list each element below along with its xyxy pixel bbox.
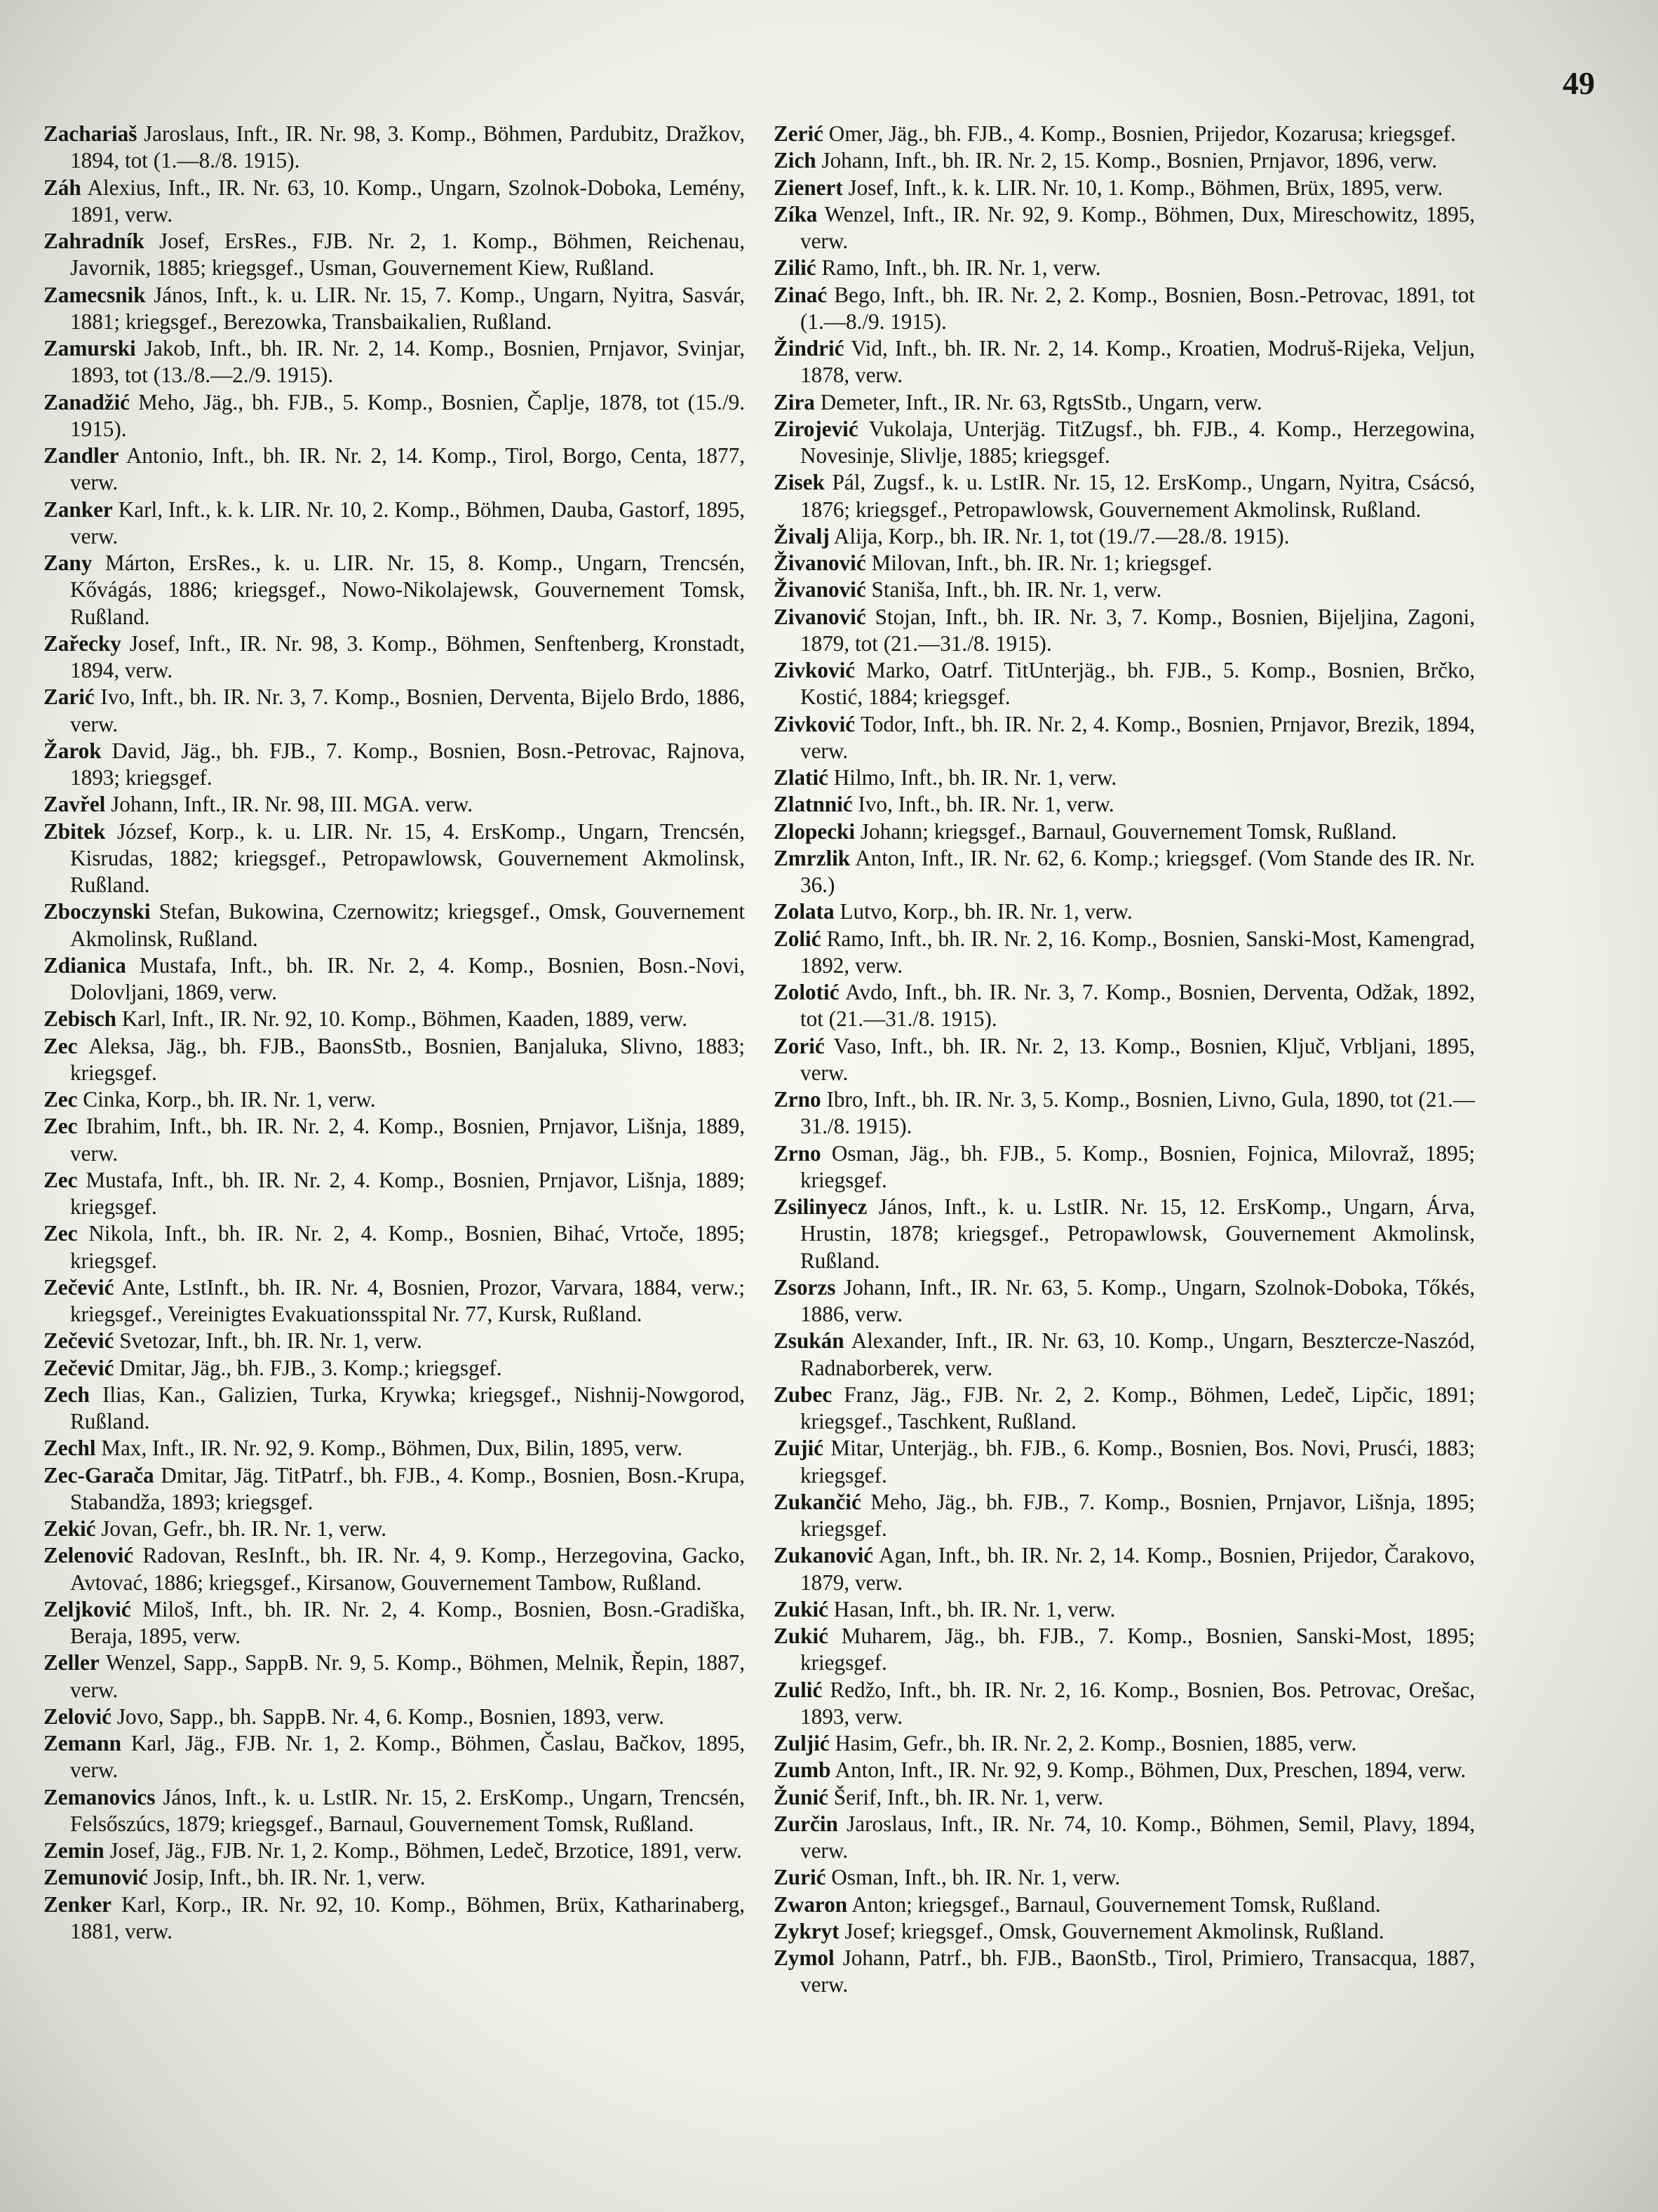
right-entry [774, 1274, 1475, 1328]
entry-details: Johann, Inft., IR. Nr. 63, 5. Komp., Ungarn, Szolnok-Doboka, Tőkés, 1886, verw. [800, 1274, 1475, 1326]
right-entry [774, 1140, 1475, 1194]
entry-surname: Zebisch [43, 1006, 116, 1032]
entry-surname: Zujić [774, 1436, 824, 1461]
entry-details: Mustafa, Inft., bh. IR. Nr. 2, 4. Komp., Bosnien, Bosn.-Novi, Dolovljani, 1869, verw. [70, 952, 745, 1004]
entry-details: Johann, Inft., bh. IR. Nr. 2, 15. Komp., Bosnien, Prnjavor, 1896, verw. [816, 148, 1438, 173]
entry-surname: Zurčin [774, 1811, 838, 1836]
right-entry [774, 389, 1475, 416]
entry-surname: Zukić [774, 1596, 828, 1621]
left-entry [43, 898, 745, 952]
entry-surname: Zekić [43, 1516, 96, 1541]
entry-details: Alexius, Inft., IR. Nr. 63, 10. Komp., Ungarn, Szolnok-Doboka, Lemény, 1891, verw. [70, 175, 745, 227]
entry-surname: Zeller [43, 1650, 100, 1675]
entry-surname: Zboczynski [43, 899, 151, 924]
entry-surname: Zykryt [774, 1918, 840, 1943]
entry-details: Karl, Inft., k. k. LIR. Nr. 10, 2. Komp., Böhmen, Dauba, Gastorf, 1895, verw. [70, 497, 745, 548]
entry-surname: Zemunović [43, 1865, 149, 1890]
entry-details: Avdo, Inft., bh. IR. Nr. 3, 7. Komp., Bosnien, Derventa, Odžak, 1892, tot (21.—31./8. 1915). [800, 980, 1475, 1032]
left-entry [43, 1220, 745, 1274]
entry-details: Anton, Inft., IR. Nr. 62, 6. Komp.; kriegsgef. (Vom Stande des IR. Nr. 36.) [800, 845, 1475, 897]
entry-surname: Zečević [43, 1355, 114, 1380]
right-entry [774, 1811, 1475, 1865]
entry-details: Josef; kriegsgef., Omsk, Gouvernement Akmolinsk, Rußland. [839, 1918, 1384, 1943]
entry-details: Alija, Korp., bh. IR. Nr. 1, tot (19./7.—28./8. 1915). [829, 523, 1290, 548]
left-entry [43, 1435, 745, 1462]
left-entry [43, 1516, 745, 1542]
entry-details: Johann, Patrf., bh. FJB., BaonStb., Tirol, Primiero, Transacqua, 1887, verw. [800, 1945, 1475, 1997]
right-entry [774, 1918, 1475, 1945]
entry-details: Dmitar, Jäg. TitPatrf., bh. FJB., 4. Komp., Bosnien, Bosn.-Krupa, Stabandža, 1893; kriegsgef. [70, 1462, 745, 1514]
entry-surname: Zemann [43, 1731, 121, 1755]
right-entry [774, 1086, 1475, 1140]
entry-surname: Zorić [774, 1033, 825, 1058]
entry-details: Alexander, Inft., IR. Nr. 63, 10. Komp., Ungarn, Besztercze-Naszód, Radnaborberek, verw. [800, 1328, 1475, 1380]
entry-details: Josef, ErsRes., FJB. Nr. 2, 1. Komp., Böhmen, Reichenau, Javornik, 1885; kriegsgef., Usman, Gouvernement Kiew, Rußland. [70, 229, 745, 281]
entry-surname: Žindrić [774, 336, 844, 360]
left-entry [43, 228, 745, 282]
entry-surname: Zelenović [43, 1543, 134, 1568]
right-entry [774, 469, 1475, 523]
left-entry [43, 1328, 745, 1354]
right-entry [774, 147, 1475, 174]
left-entry [43, 550, 745, 630]
left-entry [43, 1704, 745, 1730]
entry-surname: Zany [43, 551, 93, 575]
right-entry [774, 121, 1475, 147]
left-entry [43, 335, 745, 389]
entry-details: Josef, Inft., k. k. LIR. Nr. 10, 1. Komp., Böhmen, Brüx, 1895, verw. [842, 175, 1443, 200]
entry-surname: Zech [43, 1382, 90, 1407]
entry-surname: Zolata [774, 899, 835, 924]
left-entry [43, 684, 745, 738]
entry-details: János, Inft., k. u. LstIR. Nr. 15, 2. ErsKomp., Ungarn, Trencsén, Felsőszúcs, 1879; kriegsgef., Barnaul, Gouvernement Tomsk, Rußland. [70, 1784, 745, 1836]
entry-surname: Zsukán [774, 1328, 844, 1354]
left-entry [43, 1382, 745, 1436]
right-entry [774, 175, 1475, 201]
entry-surname: Zachariaš [43, 121, 137, 146]
entry-surname: Zukić [774, 1624, 828, 1648]
entry-surname: Zivanović [774, 604, 866, 629]
entry-surname: Zbitek [43, 818, 106, 844]
left-entry [43, 1462, 745, 1516]
left-entry [43, 1113, 745, 1167]
entry-details: Jakob, Inft., bh. IR. Nr. 2, 14. Komp., Bosnien, Prnjavor, Svinjar, 1893, tot (13./8.—2./9. 1915). [70, 336, 745, 388]
right-entry [774, 523, 1475, 550]
entry-surname: Zurić [774, 1865, 826, 1890]
left-entry [43, 1596, 745, 1650]
right-entry [774, 791, 1475, 818]
entry-surname: Zirojević [774, 416, 858, 441]
left-entry [43, 1086, 745, 1113]
entry-details: Anton; kriegsgef., Barnaul, Gouvernement Tomsk, Rußland. [847, 1891, 1381, 1917]
entry-details: Max, Inft., IR. Nr. 92, 9. Komp., Böhmen, Dux, Bilin, 1895, verw. [95, 1436, 683, 1461]
entry-details: Ramo, Inft., bh. IR. Nr. 1, verw. [816, 255, 1101, 281]
entry-surname: Zemin [43, 1838, 105, 1863]
left-entry [43, 1167, 745, 1221]
entry-surname: Zandler [43, 443, 119, 468]
entry-details: Josef, Inft., IR. Nr. 98, 3. Komp., Böhmen, Senftenberg, Kronstadt, 1894, verw. [70, 630, 745, 682]
entry-details: Muharem, Jäg., bh. FJB., 7. Komp., Bosnien, Sanski-Most, 1895; kriegsgef. [800, 1624, 1475, 1675]
entry-details: Šerif, Inft., bh. IR. Nr. 1, verw. [828, 1784, 1104, 1809]
right-entry [774, 1623, 1475, 1677]
entry-surname: Zerić [774, 121, 823, 146]
entry-details: Hilmo, Inft., bh. IR. Nr. 1, verw. [828, 765, 1117, 790]
right-entry [774, 1864, 1475, 1891]
entry-surname: Zymol [774, 1945, 835, 1970]
right-entry [774, 1891, 1475, 1918]
left-entry [43, 175, 745, 229]
entry-details: Hasan, Inft., bh. IR. Nr. 1, verw. [828, 1596, 1116, 1621]
left-entry [43, 443, 745, 497]
left-entry [43, 1033, 745, 1087]
entry-surname: Zisek [774, 470, 825, 495]
right-entry [774, 764, 1475, 791]
entry-surname: Zec [43, 1033, 78, 1058]
right-entry [774, 1489, 1475, 1543]
left-entry [43, 630, 745, 684]
entry-details: Osman, Inft., bh. IR. Nr. 1, verw. [825, 1865, 1121, 1890]
left-entry [43, 1837, 745, 1864]
entry-details: Milovan, Inft., bh. IR. Nr. 1; kriegsgef. [865, 551, 1213, 575]
entry-details: Stojan, Inft., bh. IR. Nr. 3, 7. Komp., Bosnien, Bijeljina, Zagoni, 1879, tot (21.—31./8. 1915). [800, 604, 1475, 656]
left-entry [43, 1006, 745, 1032]
entry-surname: Zečević [43, 1328, 114, 1354]
left-entry [43, 1542, 745, 1596]
right-entry [774, 1382, 1475, 1436]
left-column [43, 121, 745, 1945]
entry-details: János, Inft., k. u. LstIR. Nr. 15, 12. ErsKomp., Ungarn, Árva, Hrustin, 1878; kriegsgef., Petropawlowsk, Gouvernement Akmolinsk, Rußland. [800, 1194, 1475, 1273]
left-entry [43, 818, 745, 899]
entry-details: Márton, ErsRes., k. u. LIR. Nr. 15, 8. Komp., Ungarn, Trencsén, Kővágás, 1886; kriegsgef., Nowo-Nikolajewsk, Gouvernement Tomsk, Rußland. [70, 551, 745, 629]
right-entry [774, 979, 1475, 1033]
entry-surname: Živanović [774, 577, 866, 602]
entry-surname: Zec [43, 1221, 78, 1246]
entry-surname: Zsorzs [774, 1274, 836, 1300]
entry-details: Osman, Jäg., bh. FJB., 5. Komp., Bosnien, Fojnica, Milovraž, 1895; kriegsgef. [800, 1140, 1475, 1192]
entry-surname: Zanadžić [43, 389, 130, 414]
entry-surname: Zavřel [43, 792, 106, 817]
entry-details: Karl, Korp., IR. Nr. 92, 10. Komp., Böhmen, Brüx, Katharinaberg, 1881, verw. [70, 1891, 745, 1943]
entry-surname: Zec-Garača [43, 1462, 154, 1488]
entry-details: Josip, Inft., bh. IR. Nr. 1, verw. [148, 1865, 426, 1890]
left-entry [43, 738, 745, 792]
entry-surname: Zec [43, 1114, 78, 1139]
entry-surname: Zienert [774, 175, 843, 200]
left-entry [43, 282, 745, 336]
right-entry [774, 335, 1475, 389]
right-entry [774, 1757, 1475, 1783]
right-entry [774, 416, 1475, 470]
entry-details: Jovo, Sapp., bh. SappB. Nr. 4, 6. Komp., Bosnien, 1893, verw. [112, 1704, 665, 1729]
entry-details: Ante, LstInft., bh. IR. Nr. 4, Bosnien, Prozor, Varvara, 1884, verw.; kriegsgef., Vereinigtes Evakuationsspital Nr. 77, Kursk, Rußland. [70, 1274, 745, 1326]
entry-details: Johann, Inft., IR. Nr. 98, III. MGA. verw. [105, 792, 473, 817]
entry-details: Pál, Zugsf., k. u. LstIR. Nr. 15, 12. ErsKomp., Ungarn, Nyitra, Csácsó, 1876; kriegsgef., Petropawlowsk, Gouvernement Akmolinsk, Rußland. [800, 470, 1475, 522]
left-entry [43, 1730, 745, 1784]
entry-details: Antonio, Inft., bh. IR. Nr. 2, 14. Komp., Tirol, Borgo, Centa, 1877, verw. [70, 443, 745, 495]
entry-surname: Záh [43, 175, 81, 200]
right-entry [774, 898, 1475, 925]
left-entry [43, 1355, 745, 1382]
right-entry [774, 550, 1475, 576]
entry-details: Bego, Inft., bh. IR. Nr. 2, 2. Komp., Bosnien, Bosn.-Petrovac, 1891, tot (1.—8./9. 1915). [800, 282, 1475, 334]
entry-surname: Zinać [774, 282, 828, 307]
entry-details: Josef, Jäg., FJB. Nr. 1, 2. Komp., Böhmen, Ledeč, Brzotice, 1891, verw. [104, 1838, 742, 1863]
left-entry [43, 1891, 745, 1945]
entry-details: Dmitar, Jäg., bh. FJB., 3. Komp.; kriegsgef. [114, 1355, 502, 1380]
entry-surname: Zanker [43, 497, 113, 522]
entry-details: Lutvo, Korp., bh. IR. Nr. 1, verw. [834, 899, 1133, 924]
entry-details: Miloš, Inft., bh. IR. Nr. 2, 4. Komp., Bosnien, Bosn.-Gradiška, Beraja, 1895, verw. [70, 1596, 745, 1648]
entry-details: Ramo, Inft., bh. IR. Nr. 2, 16. Komp., Bosnien, Sanski-Most, Kamengrad, 1892, verw. [800, 926, 1475, 978]
entry-surname: Zira [774, 389, 815, 414]
entry-details: Agan, Inft., bh. IR. Nr. 2, 14. Komp., Bosnien, Prijedor, Čarakovo, 1879, verw. [800, 1543, 1475, 1595]
entry-surname: Zechl [43, 1436, 96, 1461]
entry-surname: Zrno [774, 1087, 821, 1112]
entry-details: Redžo, Inft., bh. IR. Nr. 2, 16. Komp., Bosnien, Bos. Petrovac, Orešac, 1893, verw. [800, 1677, 1475, 1729]
entry-surname: Zelović [43, 1704, 112, 1729]
left-entry [43, 1784, 745, 1838]
entry-surname: Zich [774, 148, 816, 173]
entry-details: Stefan, Bukowina, Czernowitz; kriegsgef., Omsk, Gouvernement Akmolinsk, Rußland. [70, 899, 745, 951]
entry-details: Wenzel, Sapp., SappB. Nr. 9, 5. Komp., Böhmen, Melnik, Řepin, 1887, verw. [70, 1650, 745, 1702]
right-entry [774, 845, 1475, 899]
entry-details: Karl, Inft., IR. Nr. 92, 10. Komp., Böhmen, Kaaden, 1889, verw. [116, 1006, 687, 1032]
page-number: 49 [1563, 65, 1595, 101]
left-entry [43, 497, 745, 551]
entry-details: János, Inft., k. u. LIR. Nr. 15, 7. Komp., Ungarn, Nyitra, Sasvár, 1881; kriegsgef., Berezowka, Transbaikalien, Rußland. [70, 282, 745, 334]
left-entry [43, 1274, 745, 1328]
right-entry [774, 201, 1475, 255]
right-entry [774, 1784, 1475, 1811]
entry-details: David, Jäg., bh. FJB., 7. Komp., Bosnien, Bosn.-Petrovac, Rajnova, 1893; kriegsgef. [70, 738, 745, 790]
right-entry [774, 1945, 1475, 1999]
entry-surname: Zamecsnik [43, 282, 146, 307]
entry-surname: Zec [43, 1087, 78, 1112]
right-entry [774, 1328, 1475, 1382]
entry-surname: Zolić [774, 926, 821, 951]
entry-surname: Žarok [43, 738, 102, 763]
left-entry [43, 389, 745, 443]
entry-details: Franz, Jäg., FJB. Nr. 2, 2. Komp., Böhmen, Ledeč, Lipčic, 1891; kriegsgef., Taschkent, Rußland. [800, 1382, 1475, 1434]
entry-surname: Zec [43, 1167, 78, 1192]
right-entry [774, 657, 1475, 711]
left-entry [43, 791, 745, 818]
right-entry [774, 1435, 1475, 1489]
entry-details: József, Korp., k. u. LIR. Nr. 15, 4. ErsKomp., Ungarn, Trencsén, Kisrudas, 1882; kriegsgef., Petropawlowsk, Gouvernement Akmolinsk, Rußland. [70, 818, 745, 897]
entry-surname: Živanović [774, 551, 866, 575]
right-entry [774, 1677, 1475, 1731]
entry-surname: Zmrzlik [774, 845, 851, 870]
entry-surname: Zlatnnić [774, 792, 853, 817]
entry-details: Ibrahim, Inft., bh. IR. Nr. 2, 4. Komp., Bosnien, Prnjavor, Lišnja, 1889, verw. [70, 1114, 745, 1166]
right-column [774, 121, 1475, 1999]
entry-surname: Zdianica [43, 952, 126, 978]
entry-details: Omer, Jäg., bh. FJB., 4. Komp., Bosnien, Prijedor, Kozarusa; kriegsgef. [823, 121, 1456, 146]
entry-surname: Zubec [774, 1382, 833, 1407]
entry-details: Ilias, Kan., Galizien, Turka, Krywka; kriegsgef., Nishnij-Nowgorod, Rußland. [70, 1382, 745, 1434]
entry-details: Aleksa, Jäg., bh. FJB., BaonsStb., Bosnien, Banjaluka, Slivno, 1883; kriegsgef. [70, 1033, 745, 1085]
right-entry [774, 926, 1475, 980]
entry-details: Marko, Oatrf. TitUnterjäg., bh. FJB., 5. Komp., Bosnien, Brčko, Kostić, 1884; kriegsgef. [800, 658, 1475, 710]
entry-surname: Zukanović [774, 1543, 874, 1568]
left-entry [43, 121, 745, 175]
entry-surname: Zemanovics [43, 1784, 156, 1809]
entry-surname: Zwaron [774, 1891, 848, 1917]
entry-details: Mitar, Unterjäg., bh. FJB., 6. Komp., Bosnien, Bos. Novi, Prusći, 1883; kriegsgef. [800, 1436, 1475, 1488]
entry-details: Ivo, Inft., bh. IR. Nr. 1, verw. [852, 792, 1114, 817]
entry-surname: Žunić [774, 1784, 828, 1809]
right-entry [774, 1194, 1475, 1274]
right-entry [774, 1596, 1475, 1623]
entry-details: Cinka, Korp., bh. IR. Nr. 1, verw. [77, 1087, 376, 1112]
right-entry [774, 576, 1475, 603]
entry-details: Jaroslaus, Inft., IR. Nr. 74, 10. Komp., Böhmen, Semil, Plavy, 1894, verw. [800, 1811, 1475, 1863]
entry-surname: Zolotić [774, 980, 840, 1004]
entry-details: Radovan, ResInft., bh. IR. Nr. 4, 9. Komp., Herzegovina, Gacko, Avtovać, 1886; kriegsgef., Kirsanow, Gouvernement Tambow, Rußland. [70, 1543, 745, 1595]
right-entry [774, 282, 1475, 336]
right-entry [774, 711, 1475, 765]
entry-surname: Zeljković [43, 1596, 131, 1621]
right-entry [774, 255, 1475, 281]
entry-surname: Zlatić [774, 765, 828, 790]
entry-surname: Zařecky [43, 630, 121, 656]
entry-surname: Zlopecki [774, 818, 856, 844]
entry-details: Demeter, Inft., IR. Nr. 63, RgtsStb., Ungarn, verw. [814, 389, 1262, 414]
entry-details: Jaroslaus, Inft., IR. Nr. 98, 3. Komp., Böhmen, Pardubitz, Dražkov, 1894, tot (1.—8./8. 1915). [70, 121, 745, 173]
entry-surname: Zumb [774, 1758, 831, 1783]
entry-details: Johann; kriegsgef., Barnaul, Gouvernement Tomsk, Rußland. [855, 818, 1397, 844]
entry-details: Nikola, Inft., bh. IR. Nr. 2, 4. Komp., Bosnien, Bihać, Vrtoče, 1895; kriegsgef. [70, 1221, 745, 1273]
left-entry [43, 952, 745, 1006]
right-entry [774, 1542, 1475, 1596]
entry-details: Jovan, Gefr., bh. IR. Nr. 1, verw. [95, 1516, 387, 1541]
entry-surname: Zahradník [43, 229, 144, 253]
entry-surname: Zivković [774, 711, 856, 736]
entry-surname: Zuljić [774, 1731, 830, 1755]
right-entry [774, 604, 1475, 658]
entry-surname: Zivković [774, 658, 856, 682]
entry-details: Vid, Inft., bh. IR. Nr. 2, 14. Komp., Kroatien, Modruš-Rijeka, Veljun, 1878, verw. [800, 336, 1475, 388]
entry-surname: Živalj [774, 523, 830, 548]
entry-surname: Zsilinyecz [774, 1194, 868, 1219]
left-entry [43, 1650, 745, 1704]
left-entry [43, 1864, 745, 1891]
entry-surname: Zrno [774, 1140, 821, 1166]
entry-details: Ivo, Inft., bh. IR. Nr. 3, 7. Komp., Bosnien, Derventa, Bijelo Brdo, 1886, verw. [70, 684, 745, 736]
entry-surname: Zukančić [774, 1489, 861, 1514]
entry-details: Svetozar, Inft., bh. IR. Nr. 1, verw. [114, 1328, 422, 1354]
entry-details: Vaso, Inft., bh. IR. Nr. 2, 13. Komp., Bosnien, Ključ, Vrbljani, 1895, verw. [800, 1033, 1475, 1085]
entry-details: Karl, Jäg., FJB. Nr. 1, 2. Komp., Böhmen, Časlau, Bačkov, 1895, verw. [70, 1731, 745, 1783]
entry-surname: Zečević [43, 1274, 114, 1300]
right-entry [774, 1033, 1475, 1087]
entry-details: Ibro, Inft., bh. IR. Nr. 3, 5. Komp., Bosnien, Livno, Gula, 1890, tot (21.—31./8. 1915). [800, 1087, 1475, 1139]
entry-details: Anton, Inft., IR. Nr. 92, 9. Komp., Böhmen, Dux, Preschen, 1894, verw. [830, 1758, 1467, 1783]
entry-details: Staniša, Inft., bh. IR. Nr. 1, verw. [865, 577, 1162, 602]
entry-details: Meho, Jäg., bh. FJB., 5. Komp., Bosnien, Čaplje, 1878, tot (15./9. 1915). [70, 389, 745, 441]
right-entry [774, 818, 1475, 845]
entry-surname: Zamurski [43, 336, 136, 360]
entry-surname: Zíka [774, 201, 818, 227]
entry-details: Vukolaja, Unterjäg. TitZugsf., bh. FJB., 4. Komp., Herzegowina, Novesinje, Slivlje, 1885; kriegsgef. [800, 416, 1475, 468]
entry-details: Wenzel, Inft., IR. Nr. 92, 9. Komp., Böhmen, Dux, Mireschowitz, 1895, verw. [800, 201, 1475, 253]
entry-details: Meho, Jäg., bh. FJB., 7. Komp., Bosnien, Prnjavor, Lišnja, 1895; kriegsgef. [800, 1489, 1475, 1541]
entry-details: Hasim, Gefr., bh. IR. Nr. 2, 2. Komp., Bosnien, 1885, verw. [829, 1731, 1357, 1755]
entry-surname: Zilić [774, 255, 816, 281]
entry-surname: Zenker [43, 1891, 112, 1917]
entry-details: Todor, Inft., bh. IR. Nr. 2, 4. Komp., Bosnien, Prnjavor, Brezik, 1894, verw. [800, 711, 1475, 763]
entry-surname: Zulić [774, 1677, 823, 1702]
entry-surname: Zarić [43, 684, 95, 710]
entry-details: Mustafa, Inft., bh. IR. Nr. 2, 4. Komp., Bosnien, Prnjavor, Lišnja, 1889; kriegsgef. [70, 1167, 745, 1219]
right-entry [774, 1730, 1475, 1757]
